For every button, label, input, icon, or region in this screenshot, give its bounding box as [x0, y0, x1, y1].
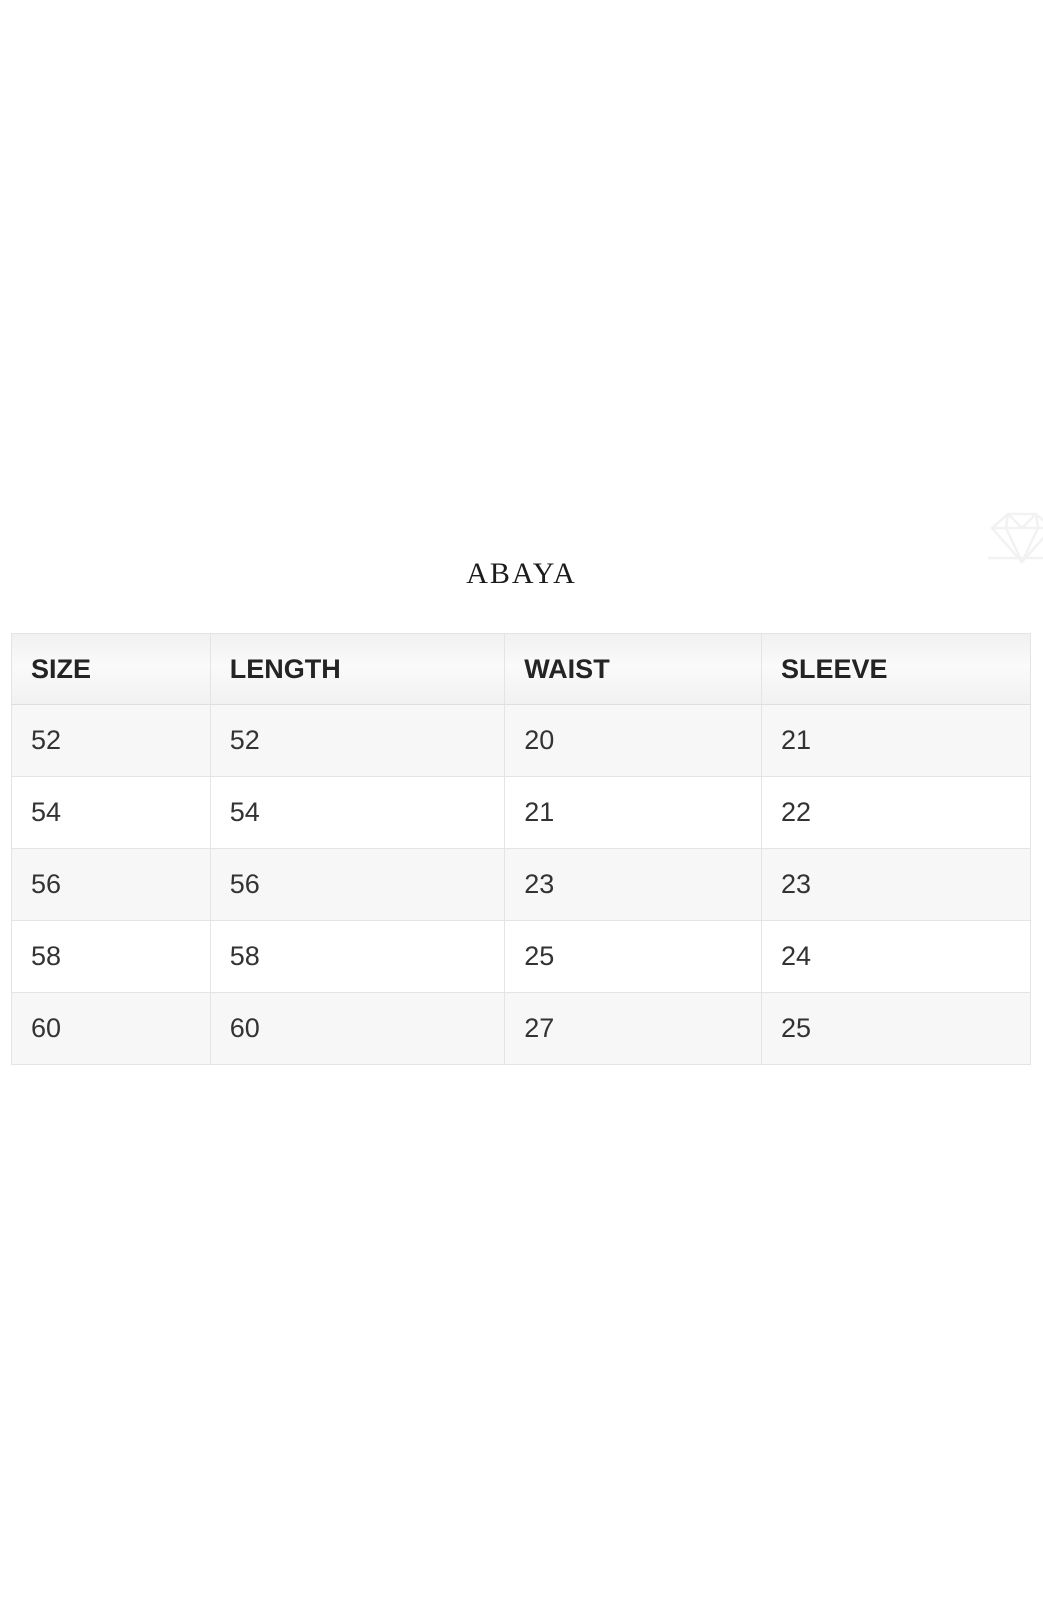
table-cell: 60 — [210, 993, 504, 1065]
table-cell: 22 — [761, 777, 1030, 849]
table-cell: 60 — [12, 993, 211, 1065]
size-chart-table-container — [11, 633, 1031, 1065]
table-cell: 21 — [761, 705, 1030, 777]
table-cell: 52 — [210, 705, 504, 777]
header-cell-length: LENGTH — [210, 634, 504, 705]
table-cell: 27 — [505, 993, 762, 1065]
table-cell: 54 — [12, 777, 211, 849]
table-cell: 25 — [505, 921, 762, 993]
table-row — [12, 921, 1031, 993]
table-row — [12, 777, 1031, 849]
table-cell: 58 — [210, 921, 504, 993]
table-header-row — [12, 634, 1031, 705]
table-cell: 25 — [761, 993, 1030, 1065]
table-cell: 20 — [505, 705, 762, 777]
size-chart-table — [11, 633, 1031, 1065]
table-row — [12, 849, 1031, 921]
table-cell: 54 — [210, 777, 504, 849]
table-cell: 56 — [210, 849, 504, 921]
table-cell: 23 — [505, 849, 762, 921]
table-cell: 58 — [12, 921, 211, 993]
table-row — [12, 993, 1031, 1065]
header-cell-waist: WAIST — [505, 634, 762, 705]
table-cell: 21 — [505, 777, 762, 849]
table-cell: 23 — [761, 849, 1030, 921]
page-title: ABAYA — [466, 557, 577, 590]
table-cell: 56 — [12, 849, 211, 921]
table-cell: 24 — [761, 921, 1030, 993]
table-row — [12, 705, 1031, 777]
table-cell: 52 — [12, 705, 211, 777]
header-cell-size: SIZE — [12, 634, 211, 705]
header-cell-sleeve: SLEEVE — [761, 634, 1030, 705]
